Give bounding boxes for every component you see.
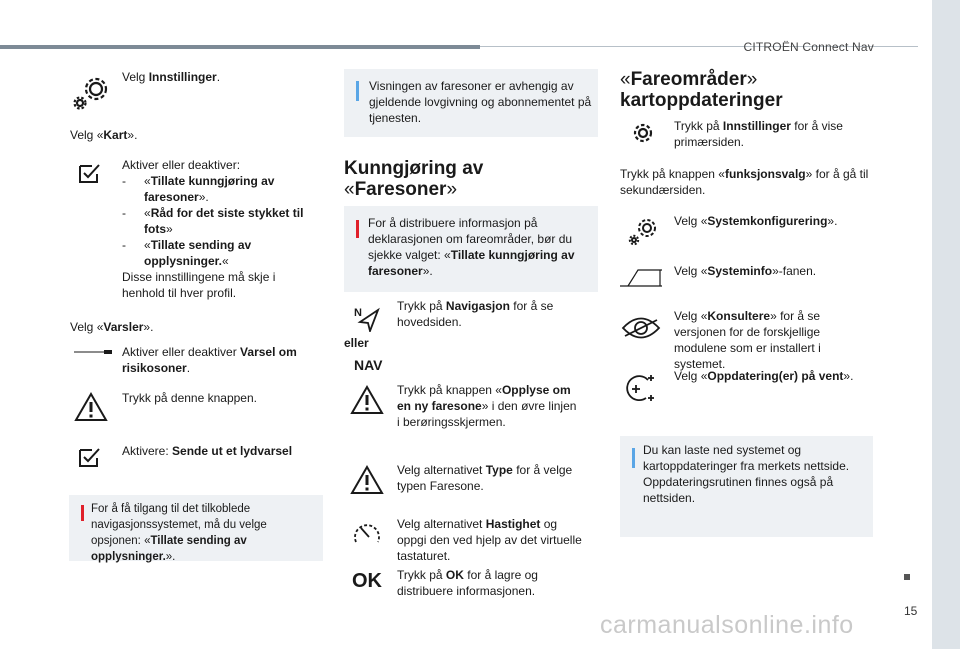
col2-info-note [344,69,598,137]
warning-triangle-icon [350,465,384,495]
col1-step-sound-alert: Aktivere: Sende ut et lydvarsel [122,444,293,458]
warning-bar [356,220,359,238]
continue-marker [904,574,910,580]
page-number: 15 [904,604,918,618]
col3-step-settings: Trykk på Innstillinger for å vise primærsiden. [674,119,843,149]
toggle-slider-icon [74,348,114,356]
col1-options-outro: Disse innstillingene må skje i henhold til hver profil. [122,270,276,300]
checkbox-tick-icon [78,162,102,184]
col1-step-risk-zone-alert: Aktiver eller deaktiver Varsel om risikosoner. [122,345,297,375]
ok-button-label: OK [352,570,382,592]
col3-info-text: Du kan laste ned systemet og kartoppdateringer fra merkets nettside. Oppdateringsrutinen finnes også på nettsiden. [643,443,850,505]
col2-warning-text: For å distribuere informasjon på deklarasjonen om fareområder, bør du sjekke valget: «Tillate kunngjøring av faresoner». [368,216,575,278]
col3-step-system-config: Velg «Systemkonfigurering». [674,214,838,228]
col2-warning-note [344,206,598,292]
col1-toggle-options [122,157,322,301]
watermark: carmanualsonline.info [600,611,854,639]
checkbox-tick-icon [78,446,102,468]
col1-step-select-map: Velg «Kart». [70,128,138,142]
col2-step-speed: Velg alternativet Hastighet og oppgi den ved hjelp av det virtuelle tastaturet. [397,517,582,563]
col2-info-text: Visningen av faresoner er avhengig av gjeldende lovgivning og abonnementet på tjenesten. [369,79,592,125]
nav-button-label: NAV [354,357,383,373]
col3-info-note [620,436,873,537]
system-config-gears-icon [628,216,660,246]
col1-option-2: - «Råd for det siste stykket til fots» [122,206,304,236]
col2-step-navigation: Trykk på Navigasjon for å se hovedsiden. [397,299,554,329]
col2-step-type: Velg alternativet Type for å velge typen Faresone. [397,463,573,493]
col2-step-ok: Trykk på OK for å lagre og distribuere informasjonen. [397,568,538,598]
navigation-arrow-icon [354,304,380,332]
svg-text:N: N [354,307,362,319]
header-rule-bold [0,45,480,49]
col3-step-system-info: Velg «Systeminfo»-fanen. [674,264,817,278]
header-title: CITROËN Connect Nav [743,40,874,54]
col1-step-press-button: Trykk på denne knappen. [122,391,257,405]
tab-icon [620,268,664,288]
settings-gear-icon [628,121,658,145]
update-icon [622,372,658,404]
col1-option-1: - «Tillate kunngjøring av faresoner». [122,174,275,204]
info-bar [632,448,635,468]
col1-warning-text: For å få tilgang til det tilkoblede navigasjonssystemet, må du velge opsjonen: «Tillate sending av opplysninger.». [91,503,267,563]
settings-gears-icon [72,74,112,110]
col3-step-function-select: Trykk på knappen «funksjonsvalg» for å gå til sekundærsiden. [620,167,869,197]
col2-section-title: Kunngjøring av «Faresoner» [344,158,484,200]
warning-bar [81,505,84,521]
warning-triangle-icon [74,392,108,422]
col1-step-select-alerts: Velg «Varsler». [70,320,154,334]
col3-section-title: «Fareområder» kartoppdateringer [620,69,783,111]
col2-step-report-zone: Trykk på knappen «Opplyse om en ny faresone» i den øvre linjen i berøringsskjermen. [397,383,577,429]
col3-step-pending-updates: Velg «Oppdatering(er) på vent». [674,369,854,383]
info-bar [356,81,359,101]
speedometer-icon [352,520,382,546]
col1-options-intro: Aktiver eller deaktiver: [122,158,241,172]
col2-or-label: eller [344,336,369,350]
col3-step-consult: Velg «Konsultere» for å se versjonen for de forskjellige modulene som er installert i systemet. [674,309,821,371]
col1-option-3: - «Tillate sending av opplysninger.« [122,238,252,268]
eye-icon [621,315,661,341]
page-side-strip [932,0,960,649]
col1-step-select-settings: Velg Innstillinger. [122,70,221,84]
warning-triangle-icon [350,385,384,415]
col1-warning-note [69,495,323,561]
